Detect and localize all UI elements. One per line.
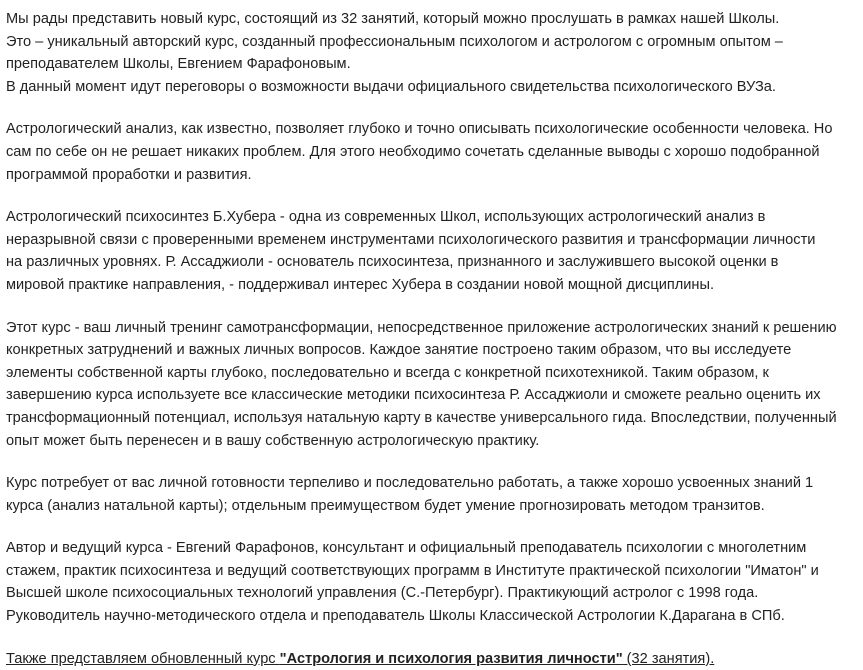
paragraph-requirements (6, 472, 853, 517)
text-line: Мы рады представить новый курс, состоящий из 32 занятий, который можно прослушать в рамках нашей Школы. (6, 11, 780, 27)
related-course-suffix: (32 занятия). (622, 650, 715, 667)
related-course-prefix: Также представляем обновленный курс (6, 650, 280, 667)
text-line: трансформационный потенциал, используя натальную карту в качестве универсального гида. Впоследствии, полученный (6, 409, 837, 426)
text-line: Этот курс - ваш личный тренинг самотрансформации, непосредственное приложение астрологических знаний к решению (6, 319, 837, 336)
text-line: Это – уникальный авторский курс, созданный профессиональным психологом и астрологом с огромным опытом – (6, 33, 783, 50)
paragraph-author-bio (6, 537, 853, 627)
text-line: Астрологический психосинтез Б.Хубера - одна из современных Школ, использующих астрологический анализ в (6, 209, 766, 226)
text-line: сам по себе он не решает никаких проблем. Для этого необходимо сочетать сделанные выводы с хорошо подобранной (6, 143, 820, 160)
text-line: элементы собственной карты глубоко, последовательно и всегда с конкретной психотехникой. Таким образом, к (6, 364, 769, 381)
related-course-link[interactable] (6, 651, 714, 667)
text-line: завершению курса используете все классические методики психосинтеза Р. Ассаджиоли и сможете реально оценить их (6, 387, 821, 404)
text-line: Руководитель научно-методического отдела и преподаватель Школы Классической Астрологии К.Дарагана в СПб. (6, 608, 785, 625)
text-line: преподавателем Школы, Евгением Фарафоновым. (6, 56, 351, 73)
related-course-line (6, 648, 853, 670)
text-line: конкретных затруднений и важных личных вопросов. Каждое занятие построено таким образом, что вы исследуете (6, 342, 792, 359)
text-line: на различных уровнях. Р. Ассаджиоли - основатель психосинтеза, признанного и заслужившего высокой оценки в (6, 254, 779, 271)
text-line: опыт может быть перенесен и в вашу собственную астрологическую практику. (6, 432, 540, 449)
text-line: Высшей школе психосоциальных технологий управления (С.-Петербург). Практикующий астролог с 1998 года. (6, 585, 759, 602)
text-line: Курс потребует от вас личной готовности терпеливо и последовательно работать, а также хорошо усвоенных знаний 1 (6, 475, 814, 492)
text-line: Астрологический анализ, как известно, позволяет глубоко и точно описывать психологические особенности человека. Но (6, 121, 833, 138)
paragraph-astro-analysis (6, 118, 853, 186)
paragraph-intro (6, 8, 853, 98)
text-line: неразрывной связи с проверенными временем инструментами психологического развития и трансформации личности (6, 231, 816, 248)
text-line: программой проработки и развития. (6, 166, 252, 183)
text-line: курса (анализ натальной карты); отдельным преимуществом будет умение прогнозировать методом транзитов. (6, 497, 765, 514)
text-line: мировой практике направления, - поддерживал интерес Хубера в создании новой мощной дисциплины. (6, 276, 715, 293)
text-line: Автор и ведущий курса - Евгений Фарафонов, консультант и официальный преподаватель психологии с многолетним (6, 540, 807, 557)
paragraph-course-description (6, 317, 853, 453)
text-line: В данный момент идут переговоры о возможности выдачи официального свидетельства психологического ВУЗа. (6, 78, 776, 95)
paragraph-huber-school (6, 206, 853, 296)
text-line: стажем, практик психосинтеза и ведущий соответствующих программ в Институте практической психологии "Иматон" и (6, 562, 819, 579)
related-course-title: "Астрология и психология развития личности" (279, 650, 623, 667)
